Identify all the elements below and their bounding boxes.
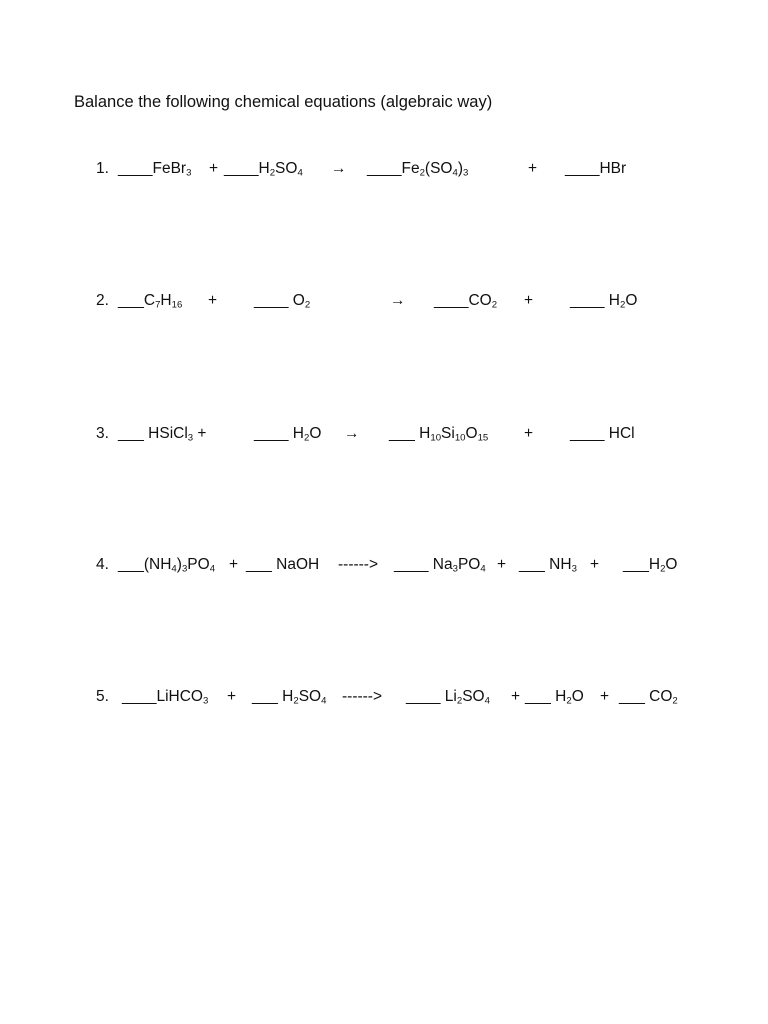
equation-term [118, 425, 206, 443]
term-text: ___ NaOH [246, 556, 320, 573]
equation-term [252, 688, 326, 706]
plus-sign [524, 425, 533, 443]
reaction-arrow [338, 556, 378, 574]
term-text: + [193, 425, 207, 442]
equation-term [619, 688, 678, 706]
term-text: O [571, 688, 584, 705]
term-text: + [524, 425, 534, 442]
subscript: 4 [209, 563, 216, 575]
term-text: O [309, 425, 322, 442]
subscript: 3 [186, 167, 192, 179]
subscript: 3 [571, 563, 577, 575]
term-text: ___ H [252, 688, 294, 705]
term-text: ____ H [254, 425, 304, 442]
worksheet-title: Balance the following chemical equations (algebraic way) [74, 93, 493, 111]
subscript: 2 [304, 299, 311, 311]
equation-row [0, 556, 768, 580]
term-text: O [625, 292, 638, 309]
equation-term [254, 425, 321, 443]
term-text: Si [441, 425, 455, 442]
equation-term [394, 556, 486, 574]
plus-sign [209, 160, 218, 178]
term-text: ____ O [254, 292, 305, 309]
plus-sign [208, 292, 217, 310]
equation-row [0, 160, 768, 184]
term-text: ------> [338, 556, 379, 573]
term-text: ____CO [434, 292, 492, 309]
subscript: 3 [181, 563, 188, 575]
equation-term [246, 556, 319, 574]
term-text: → [331, 160, 347, 177]
term-text: → [344, 425, 360, 442]
subscript: 15 [477, 432, 489, 444]
equation-term [224, 160, 303, 178]
equation-number: 1. [96, 160, 109, 177]
plus-sign [229, 556, 238, 574]
term-text: ____ Li [406, 688, 457, 705]
subscript: 4 [297, 167, 303, 179]
equation-term [118, 556, 215, 574]
term-text: + [227, 688, 237, 705]
plus-sign [497, 556, 506, 574]
term-text: ------> [342, 688, 383, 705]
term-text: + [229, 556, 239, 573]
term-text: ____ HCl [570, 425, 635, 442]
equation-term [519, 556, 577, 574]
equation-term [565, 160, 626, 178]
term-text: + [524, 292, 534, 309]
subscript: 2 [269, 167, 276, 179]
reaction-arrow [344, 425, 360, 443]
term-text: SO [298, 688, 322, 705]
subscript: 2 [566, 695, 572, 707]
subscript: 2 [660, 563, 666, 575]
plus-sign [590, 556, 599, 574]
equation-row [0, 688, 768, 712]
term-text: ___ NH [519, 556, 572, 573]
term-text: ____LiHCO [122, 688, 203, 705]
subscript: 2 [456, 695, 463, 707]
subscript: 2 [419, 167, 425, 179]
equation-term [122, 688, 208, 706]
term-text: ___ H [525, 688, 567, 705]
term-text: + [208, 292, 218, 309]
term-text: O [465, 425, 478, 442]
term-text: + [590, 556, 600, 573]
subscript: 3 [187, 432, 194, 444]
equation-term [525, 688, 584, 706]
term-text: ____Fe [367, 160, 420, 177]
term-text: ___ H [389, 425, 431, 442]
equation-term [118, 292, 182, 310]
subscript: 4 [452, 167, 458, 179]
term-text: ____FeBr [118, 160, 187, 177]
equation-row [0, 425, 768, 449]
reaction-arrow [331, 160, 347, 178]
plus-sign [528, 160, 537, 178]
equation-term [406, 688, 490, 706]
subscript: 2 [293, 695, 299, 707]
equation-term [434, 292, 497, 310]
subscript: 7 [155, 299, 161, 311]
term-text: ___C [118, 292, 156, 309]
subscript: 2 [303, 432, 310, 444]
term-text: (SO [424, 160, 453, 177]
equation-number: 3. [96, 425, 109, 442]
subscript: 10 [430, 432, 442, 444]
term-text: ____H [224, 160, 270, 177]
equation-term [118, 160, 191, 178]
plus-sign [600, 688, 609, 706]
reaction-arrow [342, 688, 382, 706]
subscript: 4 [321, 695, 327, 707]
term-text: + [497, 556, 507, 573]
subscript: 10 [454, 432, 466, 444]
term-text: O [665, 556, 678, 573]
term-text: ____ H [570, 292, 620, 309]
term-text: SO [462, 688, 485, 705]
equation-row [0, 292, 768, 316]
plus-sign [524, 292, 533, 310]
term-text: PO [457, 556, 481, 573]
term-text: ___H [623, 556, 661, 573]
subscript: 4 [171, 563, 177, 575]
term-text: + [209, 160, 219, 177]
equation-number: 2. [96, 292, 109, 309]
subscript: 3 [463, 167, 469, 179]
subscript: 2 [672, 695, 678, 707]
term-text: ___ CO [619, 688, 673, 705]
term-text: + [528, 160, 538, 177]
equation-term [367, 160, 468, 178]
plus-sign [511, 688, 520, 706]
term-text: PO [187, 556, 210, 573]
term-text: ____ Na [394, 556, 453, 573]
subscript: 2 [619, 299, 626, 311]
equation-term [389, 425, 488, 443]
equation-number: 4. [96, 556, 109, 573]
term-text: ) [457, 160, 463, 177]
term-text: + [600, 688, 610, 705]
plus-sign [227, 688, 236, 706]
term-text: ___(NH [118, 556, 172, 573]
term-text: ) [176, 556, 182, 573]
subscript: 4 [484, 695, 490, 707]
reaction-arrow [390, 292, 406, 310]
term-text: + [511, 688, 521, 705]
subscript: 16 [171, 299, 183, 311]
equation-term [570, 292, 637, 310]
equation-term [570, 425, 635, 443]
term-text: ____HBr [565, 160, 627, 177]
equation-term [254, 292, 310, 310]
term-text: → [390, 292, 406, 309]
equation-term [623, 556, 677, 574]
subscript: 3 [452, 563, 458, 575]
subscript: 2 [491, 299, 498, 311]
equation-number: 5. [96, 688, 109, 705]
term-text: H [160, 292, 172, 309]
subscript: 4 [480, 563, 486, 575]
subscript: 3 [203, 695, 209, 707]
term-text: ___ HSiCl [118, 425, 188, 442]
term-text: SO [275, 160, 298, 177]
